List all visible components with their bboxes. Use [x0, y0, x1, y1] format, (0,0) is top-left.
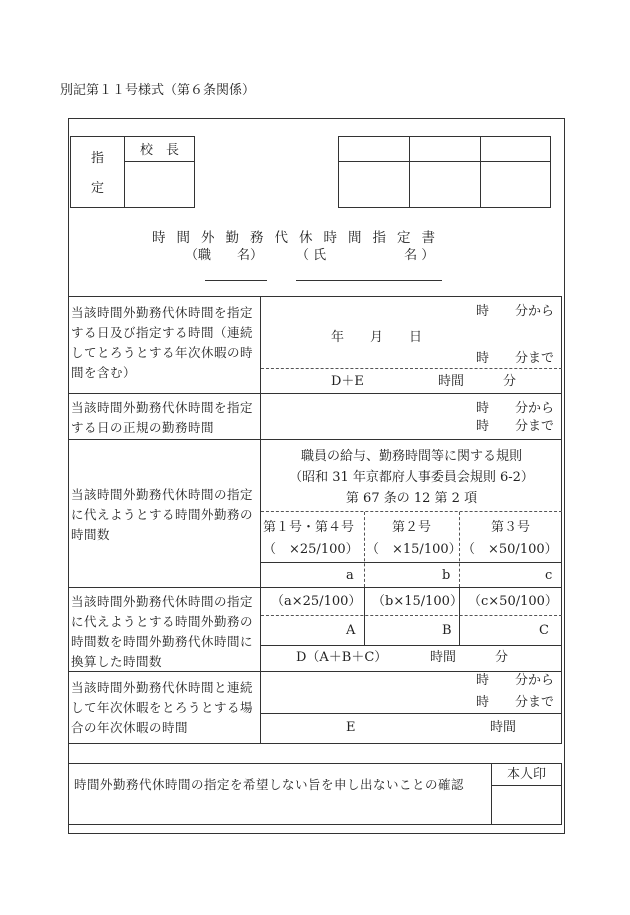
- section2-to: 時 分まで: [476, 419, 555, 434]
- column-3-rate: （ ×50/100）: [462, 542, 558, 557]
- rule-line-2: （昭和 31 年京都府人事委員会規則 6-2）: [289, 470, 534, 485]
- section2-label: 当該時間外勤務代休時間を指定する日の正規の勤務時間: [71, 400, 254, 435]
- seal-label: 本人印: [506, 767, 546, 782]
- section1-to: 時 分まで: [476, 351, 555, 366]
- position-label: （職 名）: [185, 248, 264, 263]
- section5-unit: 時間: [490, 720, 517, 735]
- formula-3: （c×50/100）: [468, 594, 558, 609]
- column-2-head: 第２号: [391, 520, 431, 535]
- section5-label: 当該時間外勤務代休時間と連続して年次休暇をとろうとする場合の年次休暇の時間: [71, 680, 254, 735]
- designation-char-1: 指: [91, 151, 105, 166]
- formula-2: （b×15/100）: [372, 594, 463, 609]
- column-1-rate: （ ×25/100）: [263, 542, 359, 557]
- var-c-upper: C: [539, 623, 549, 638]
- var-b-upper: B: [442, 623, 452, 638]
- column-1-head: 第１号・第４号: [263, 520, 355, 535]
- rule-line-3: 第 67 条の 12 第 2 項: [345, 491, 478, 506]
- section1-total-key: D＋E: [331, 374, 364, 389]
- section5-from: 時 分から: [476, 673, 555, 688]
- column-3-var: c: [545, 568, 553, 583]
- section1-from: 時 分から: [476, 304, 555, 319]
- column-3-head: 第３号: [490, 520, 530, 535]
- position-underline: [205, 280, 267, 281]
- principal-label: 校 長: [139, 143, 179, 158]
- section4-total-unit: 時間 分: [430, 650, 509, 665]
- name-underline: [296, 280, 442, 281]
- section3-label: 当該時間外勤務代休時間の指定に代えようとする時間外勤務の時間数: [71, 487, 254, 542]
- section5-to: 時 分まで: [476, 695, 555, 710]
- document-title: 時間外勤務代休時間指定書: [152, 230, 446, 246]
- section5-key: E: [346, 720, 356, 735]
- column-2-var: b: [442, 568, 451, 583]
- section1-date: 年 月 日: [331, 330, 423, 345]
- section4-label: 当該時間外勤務代休時間の指定に代えようとする時間外勤務の時間数を時間外勤務代休時間に換算した時間数: [71, 594, 254, 669]
- section4-total-key: D（A＋B＋C）: [296, 650, 388, 665]
- section1-label: 当該時間外勤務代休時間を指定する日及び指定する時間（連続してとろうとする年次休暇の時間を含む）: [71, 305, 254, 380]
- section2-from: 時 分から: [476, 401, 555, 416]
- rule-line-1: 職員の給与、勤務時間等に関する規則: [300, 449, 522, 464]
- form-number: 別記第１１号様式（第６条関係）: [60, 83, 256, 98]
- column-1-var: a: [346, 568, 354, 583]
- designation-char-2: 定: [91, 181, 105, 196]
- seal-area[interactable]: [494, 789, 558, 821]
- formula-1: （a×25/100）: [271, 594, 362, 609]
- section1-total-unit: 時間 分: [438, 374, 517, 389]
- confirmation-text: 時間外勤務代休時間の指定を希望しない旨を申し出ないことの確認: [74, 777, 465, 792]
- var-a-upper: A: [346, 623, 356, 638]
- name-label: （ 氏 名 ）: [296, 248, 435, 263]
- column-2-rate: （ ×15/100）: [366, 542, 462, 557]
